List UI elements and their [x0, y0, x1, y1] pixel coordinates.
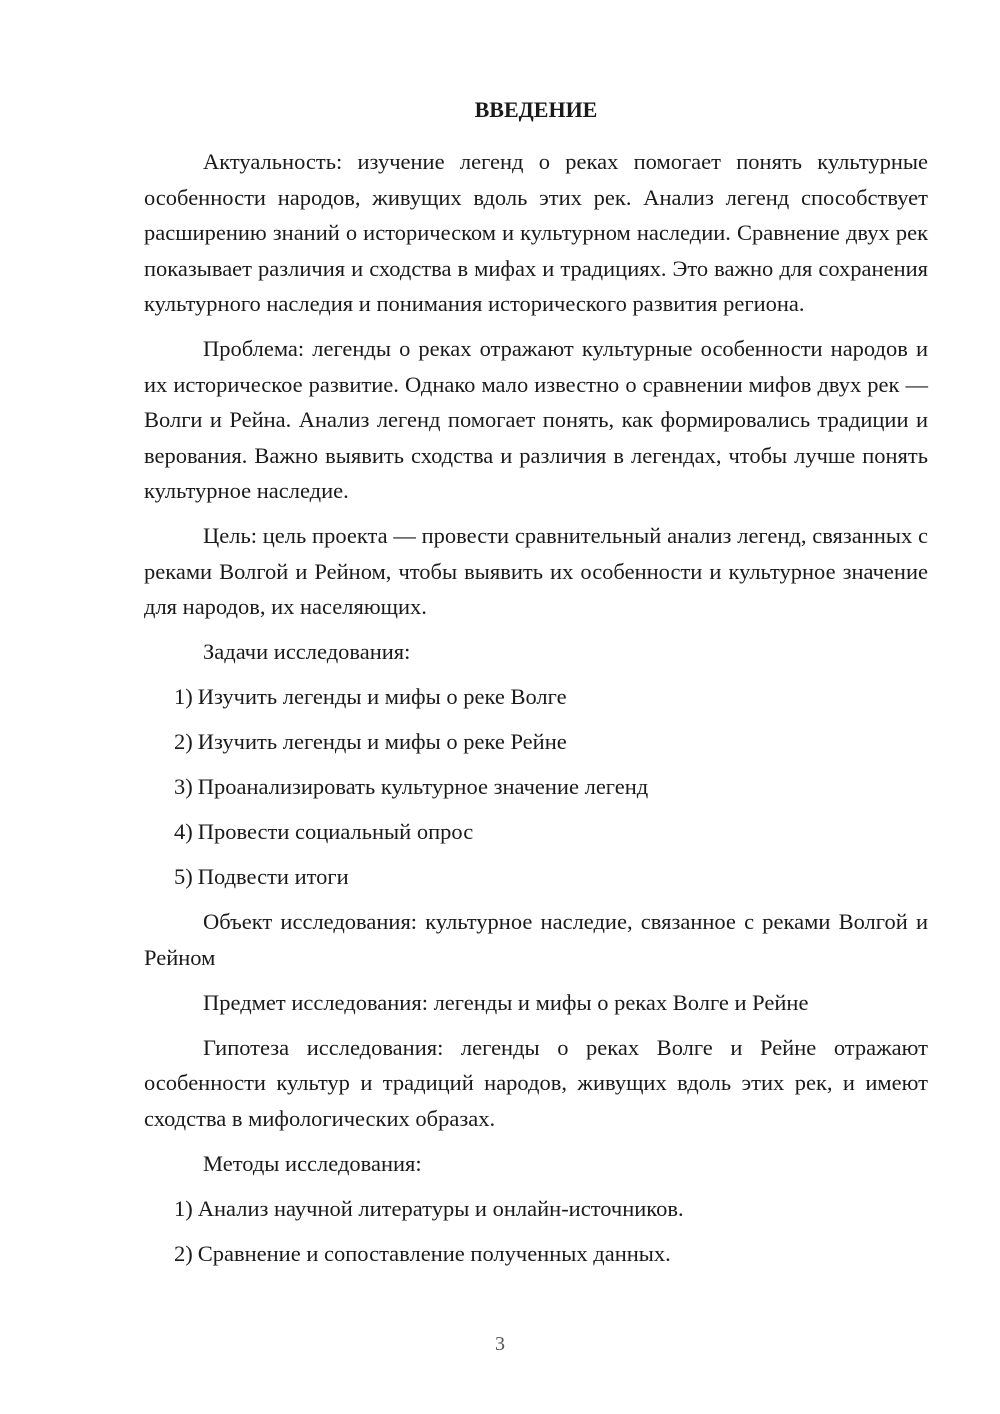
list-item: [174, 814, 928, 850]
list-item-number: 4): [174, 819, 193, 844]
document-page: [144, 95, 928, 1281]
page-title: ВВЕДЕНИЕ: [474, 97, 598, 122]
list-item: [174, 1236, 928, 1272]
list-item-text: Анализ научной литературы и онлайн-источников.: [197, 1195, 684, 1221]
list-item-number: 1): [174, 684, 193, 709]
subject-paragraph: Предмет исследования: легенды и мифы о реках Волге и Рейне: [203, 989, 809, 1015]
object-paragraph: Объект исследования: культурное наследие, связанное с реками Волгой и Рейном: [144, 909, 928, 970]
list-item: [174, 679, 928, 715]
relevance-paragraph: Актуальность: изучение легенд о реках помогает понять культурные особенности народов, живущих вдоль этих рек. Анализ легенд способствует расширению знаний о историческом и культурном наследии. Сравнение двух рек показывает различия и сходства в мифах и традициях. Это важно для сохранения культурного наследия и понимания исторического развития региона.: [144, 149, 928, 316]
list-item: [174, 724, 928, 760]
list-item-number: 1): [174, 1195, 193, 1221]
problem-paragraph: Проблема: легенды о реках отражают культурные особенности народов и их историческое развитие. Однако мало известно о сравнении мифов двух рек — Волги и Рейна. Анализ легенд помогает понять, как формировались традиции и верования. Важно выявить сходства и различия в легендах, чтобы лучше понять культурное наследие.: [144, 336, 928, 503]
list-item-text: Изучить легенды и мифы о реке Рейне: [197, 729, 567, 754]
hypothesis-paragraph: Гипотеза исследования: легенды о реках Волге и Рейне отражают особенности культур и традиций народов, живущих вдоль этих рек, и имеют сходства в мифологических образах.: [144, 1034, 928, 1131]
list-item-number: 3): [174, 774, 193, 799]
list-item-text: Изучить легенды и мифы о реке Волге: [197, 684, 567, 709]
methods-heading: Методы исследования:: [203, 1150, 422, 1176]
list-item-number: 2): [174, 1240, 193, 1266]
list-item: [174, 859, 928, 895]
methods-list: [144, 1191, 928, 1272]
goal-paragraph: Цель: цель проекта — провести сравнительный анализ легенд, связанных с реками Волгой и Рейном, чтобы выявить их особенности и культурное значение для народов, их населяющих.: [144, 523, 928, 619]
page-number: 3: [495, 1333, 505, 1355]
list-item-text: Подвести итоги: [197, 864, 349, 889]
list-item-text: Провести социальный опрос: [197, 819, 474, 844]
list-item-text: Сравнение и сопоставление полученных данных.: [197, 1240, 671, 1266]
tasks-list: [144, 679, 928, 895]
list-item: [174, 1191, 928, 1227]
tasks-heading: Задачи исследования:: [203, 639, 411, 664]
list-item-number: 2): [174, 729, 193, 754]
list-item: [174, 769, 928, 805]
list-item-text: Проанализировать культурное значение легенд: [197, 774, 649, 799]
list-item-number: 5): [174, 864, 193, 889]
